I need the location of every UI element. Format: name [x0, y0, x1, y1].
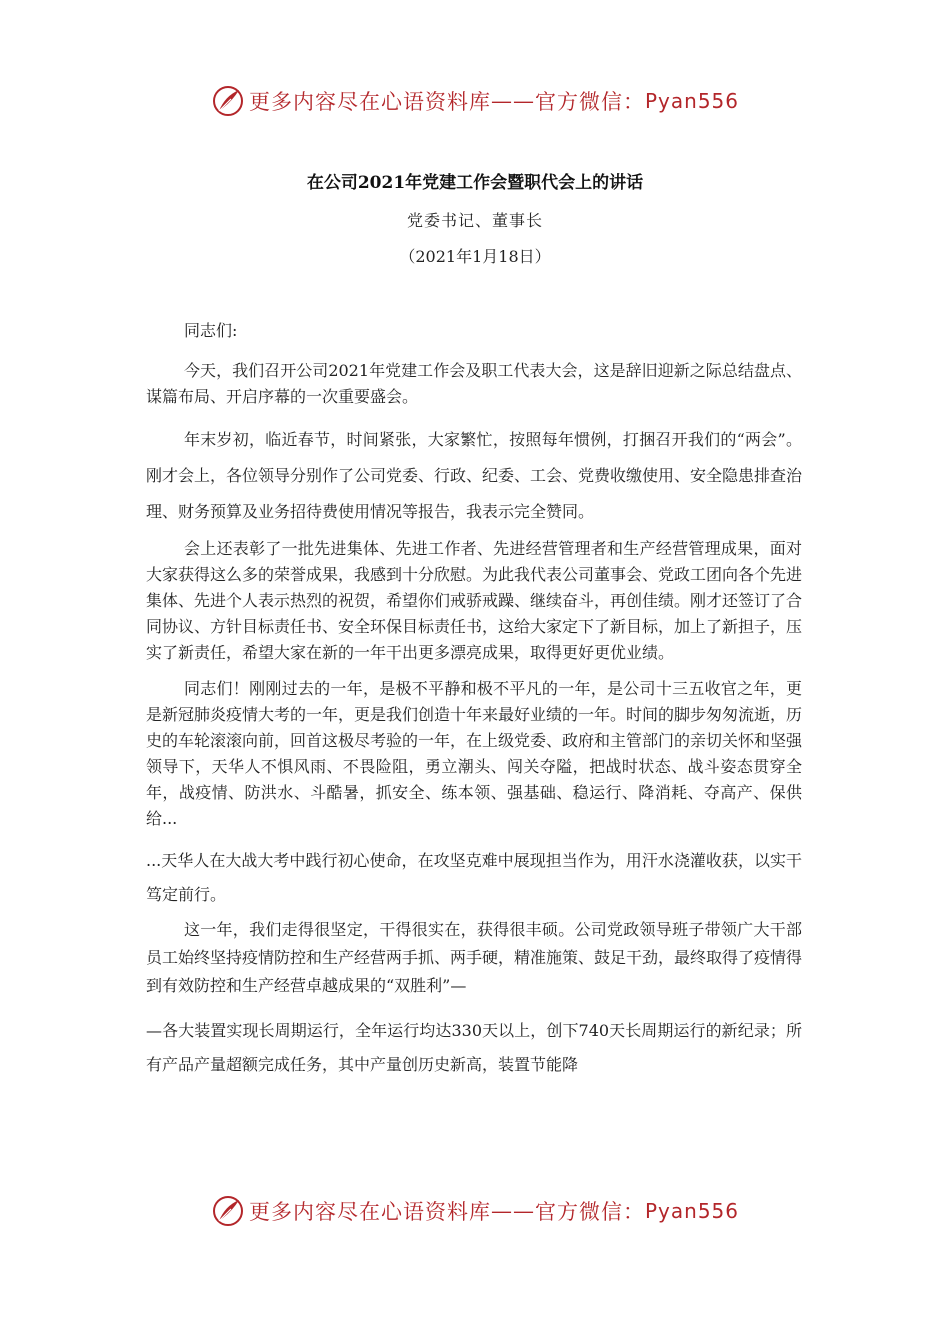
banner-wechat-label: 官方微信： — [534, 1200, 645, 1224]
paragraph: ...天华人在大战大考中践行初心使命，在攻坚克难中展现担当作为，用汗水浇灌收获，以实干笃定前行。 — [146, 851, 802, 904]
feather-logo-icon — [211, 1194, 245, 1228]
document-body — [146, 318, 802, 1082]
paragraph: 年末岁初，临近春节，时间紧张，大家繁忙，按照每年惯例，打捆召开我们的“两会”。刚才会上，各位领导分别作了公司党委、行政、纪委、工会、党费收缴使用、安全隐患排查治理、财务预算及业务招待费使用情况等报告，我表示完全赞同。 — [146, 430, 803, 521]
document-author: 党委书记、董事长 — [406, 211, 543, 230]
banner-wechat-id: Pyan556 — [644, 89, 739, 113]
paragraph: 这一年，我们走得很坚定，干得很实在，获得很丰硕。公司党政领导班子带领广大干部员工始终坚持疫情防控和生产经营两手抓、两手硬，精准施策、鼓足干劲，最终取得了疫情得到有效防控和生产经营卓越成果的“双胜利”— — [146, 920, 803, 995]
banner-wechat-label: 官方微信： — [534, 90, 645, 114]
header-watermark-banner — [0, 84, 950, 118]
footer-watermark-banner — [0, 1194, 950, 1228]
salutation: 同志们: — [184, 321, 238, 340]
banner-text: 更多内容尽在心语资料库 — [248, 90, 491, 114]
banner-text: 更多内容尽在心语资料库 — [248, 1200, 491, 1224]
banner-dash: —— — [490, 1199, 535, 1223]
feather-logo-icon — [211, 84, 245, 118]
paragraph: 同志们！刚刚过去的一年，是极不平静和极不平凡的一年，是公司十三五收官之年，更是新冠肺炎疫情大考的一年，更是我们创造十年来最好业绩的一年。时间的脚步匆匆流逝，历史的车轮滚滚向前，回首这极尽考验的一年，在上级党委、政府和主管部门的亲切关怀和坚强领导下，天华人不惧风雨、不畏险阻，勇立潮头、闯关夺隘，把战时状态、战斗姿态贯穿全年，战疫情、防洪水、斗酷暑，抓安全、练本领、强基础、稳运行、降消耗、夺高产、保供给... — [146, 679, 803, 828]
paragraph: 会上还表彰了一批先进集体、先进工作者、先进经营管理者和生产经营管理成果，面对大家获得这么多的荣誉成果，我感到十分欣慰。为此我代表公司董事会、党政工团向各个先进集体、先进个人表示热烈的祝贺，希望你们戒骄戒躁、继续奋斗，再创佳绩。刚才还签订了合同协议、方针目标责任书、安全环保目标责任书，这给大家定下了新目标，加上了新担子，压实了新责任，希望大家在新的一年干出更多漂亮成果，取得更好更优业绩。 — [146, 539, 803, 662]
document-date: （2021年1月18日） — [399, 247, 551, 266]
banner-wechat-id: Pyan556 — [644, 1199, 739, 1223]
document-title: 在公司2021年党建工作会暨职代会上的讲话 — [306, 173, 644, 193]
paragraph: —各大装置实现长周期运行，全年运行均达330天以上，创下740天长周期运行的新纪录；所有产品产量超额完成任务，其中产量创历史新高，装置节能降 — [146, 1021, 802, 1074]
banner-dash: —— — [490, 89, 535, 113]
paragraph: 今天，我们召开公司2021年党建工作会及职工代表大会，这是辞旧迎新之际总结盘点、谋篇布局、开启序幕的一次重要盛会。 — [146, 361, 802, 406]
